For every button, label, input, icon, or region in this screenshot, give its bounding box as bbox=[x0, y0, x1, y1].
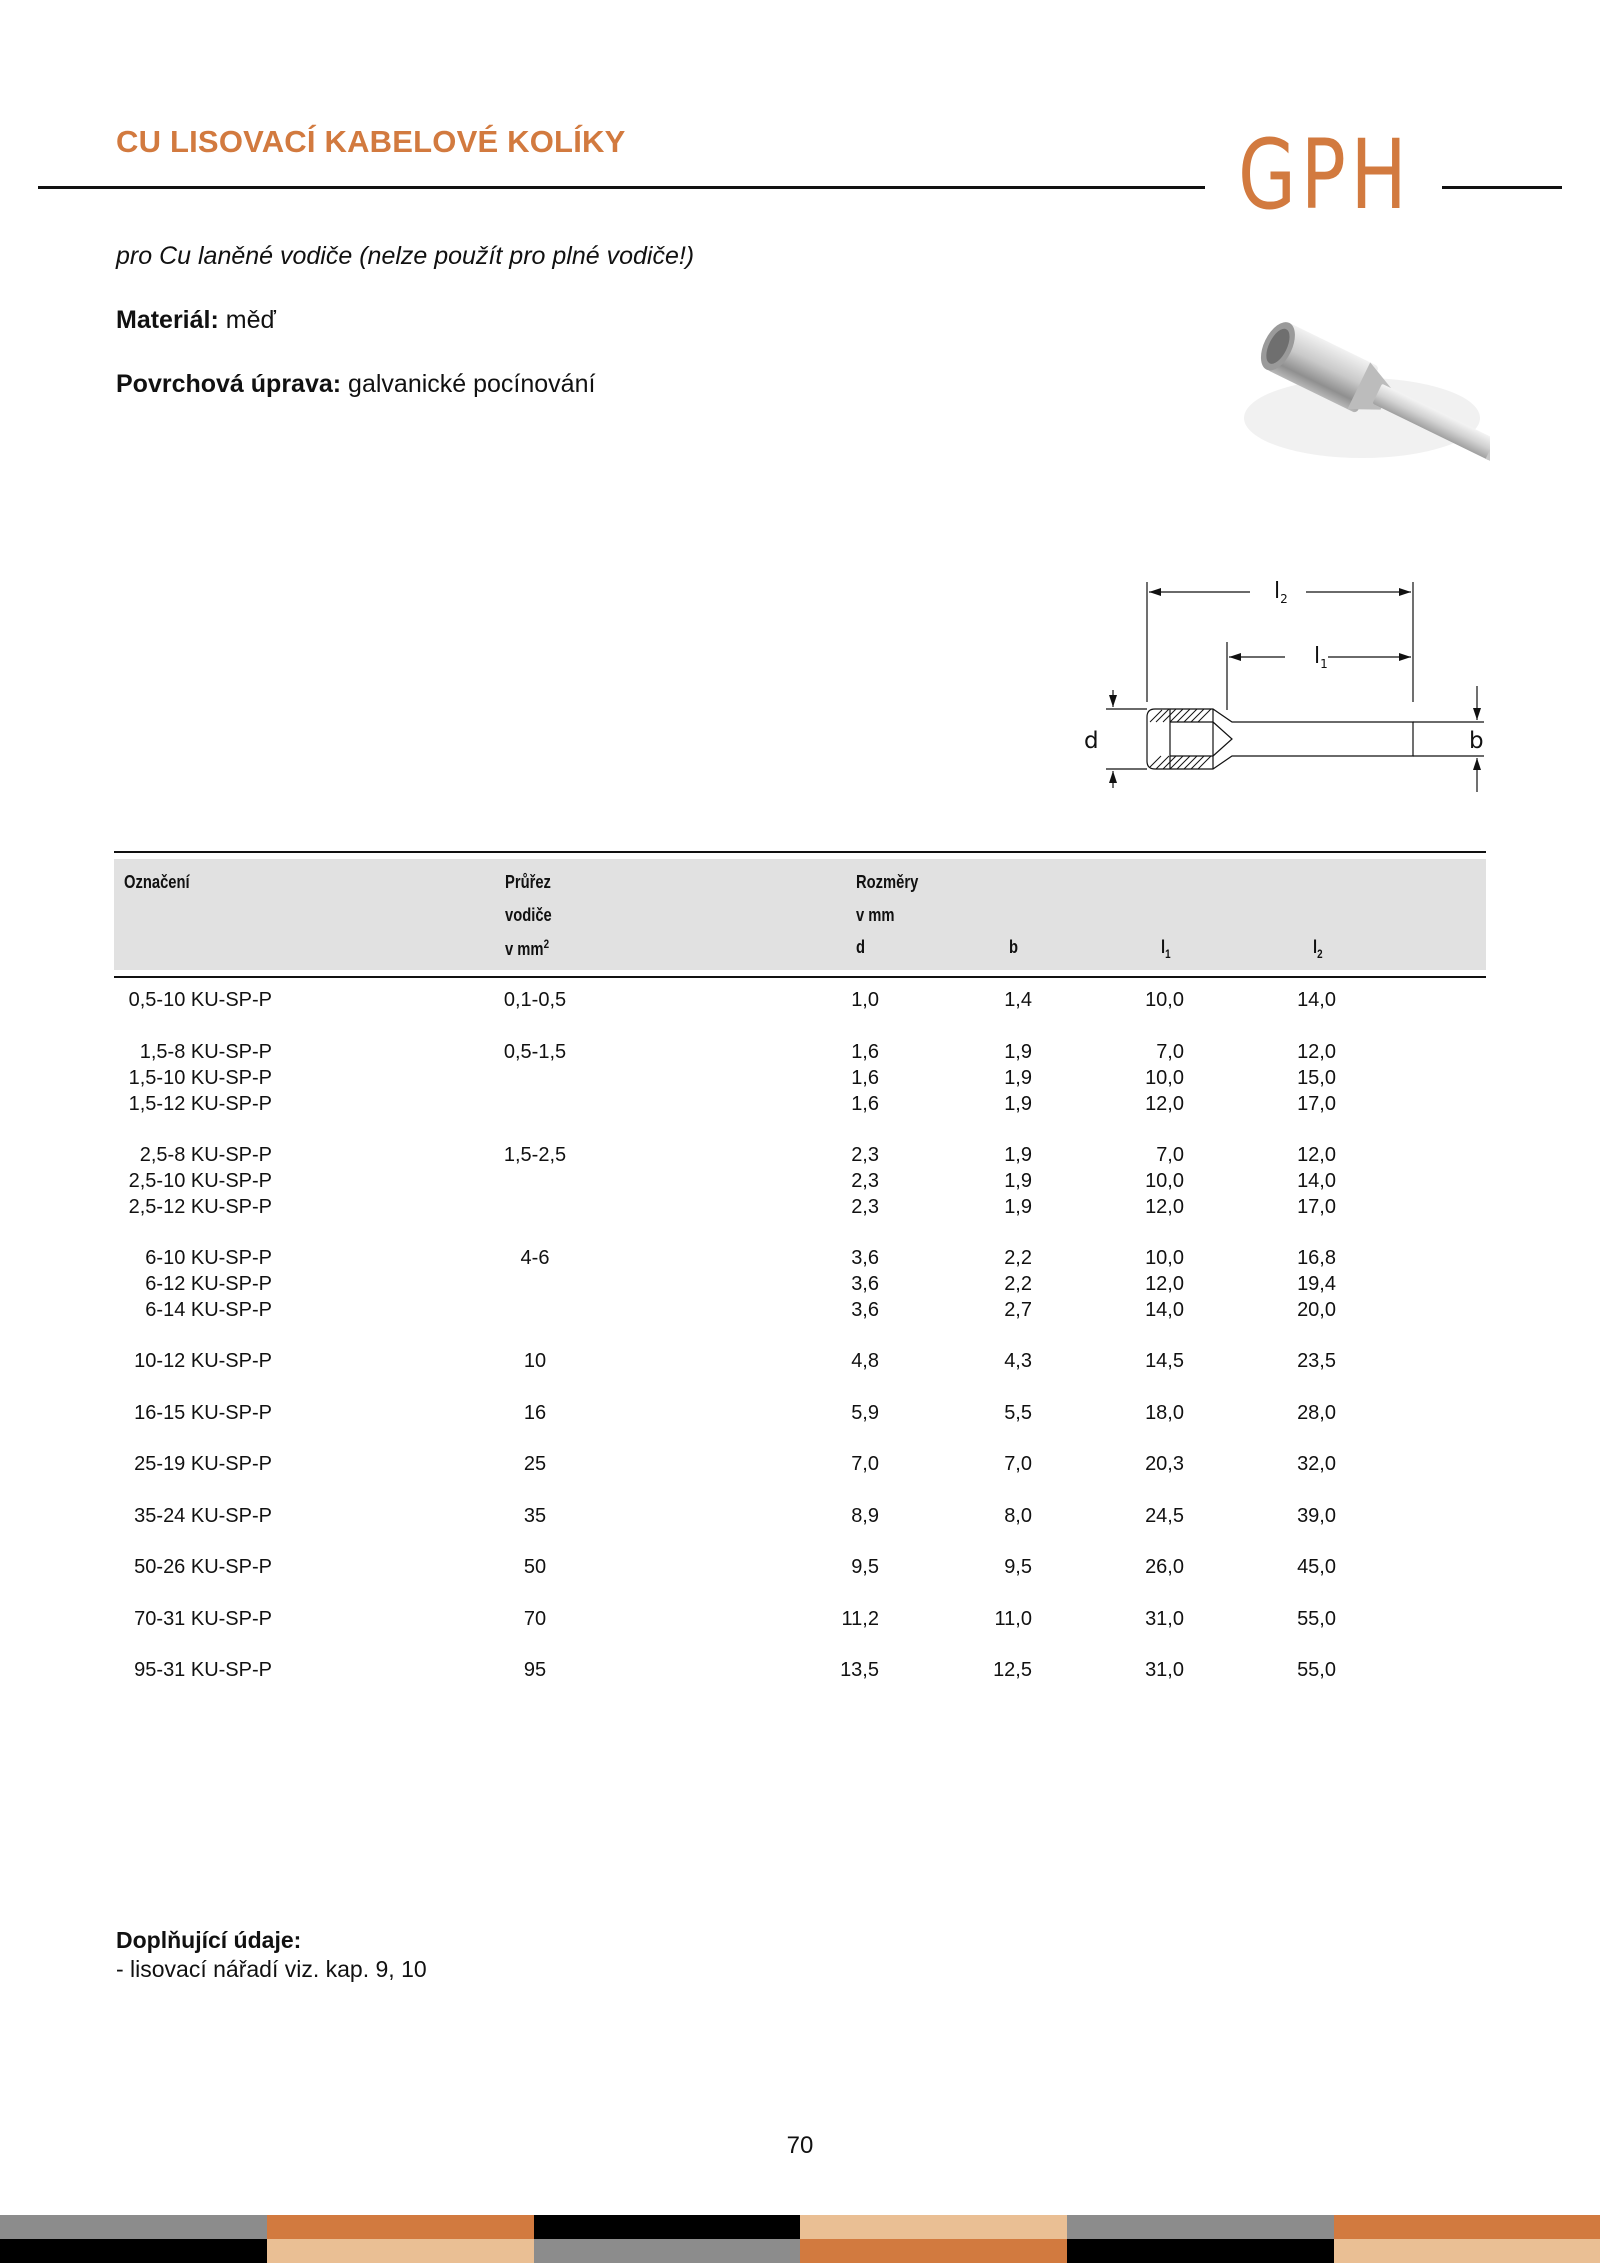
cell-designation: 35-24 KU-SP-P bbox=[134, 1505, 272, 1527]
cell-designation: 2,5-12 KU-SP-P bbox=[128, 1196, 272, 1218]
cell-b: 1,9 bbox=[1004, 1067, 1032, 1089]
stripe-bottom-6 bbox=[1334, 2239, 1600, 2263]
cell-l1: 20,3 bbox=[1145, 1453, 1184, 1475]
cell-designation: 2,5-8 KU-SP-P bbox=[139, 1144, 272, 1166]
stripe-top-5 bbox=[1067, 2215, 1334, 2239]
material-line bbox=[116, 306, 276, 335]
label-b: b bbox=[1469, 728, 1484, 754]
cell-designation: 0,5-10 KU-SP-P bbox=[128, 989, 272, 1011]
table-row: 70-31 KU-SP-P 70 11,2 11,0 31,0 55,0 bbox=[134, 1608, 1336, 1630]
cell-designation: 1,5-12 KU-SP-P bbox=[128, 1093, 272, 1115]
stripe-top-2 bbox=[267, 2215, 534, 2239]
surface-value: galvanické pocínování bbox=[348, 370, 596, 398]
stripe-top-1 bbox=[0, 2215, 267, 2239]
cell-b: 1,9 bbox=[1004, 1093, 1032, 1115]
table-row: 25-19 KU-SP-P 25 7,0 7,0 20,3 32,0 bbox=[134, 1453, 1336, 1475]
notes-line: - lisovací nářadí viz. kap. 9, 10 bbox=[116, 1956, 427, 1982]
cell-b: 7,0 bbox=[1004, 1453, 1032, 1475]
header-designation: Označení bbox=[124, 872, 190, 892]
cell-l1: 12,0 bbox=[1145, 1273, 1184, 1295]
table-row bbox=[0, 1093, 1600, 1119]
cell-d: 1,6 bbox=[851, 1041, 879, 1063]
cell-designation: 1,5-10 KU-SP-P bbox=[128, 1067, 272, 1089]
header-b: b bbox=[1009, 937, 1019, 957]
cell-l2: 55,0 bbox=[1297, 1659, 1336, 1681]
cell-l2: 17,0 bbox=[1297, 1093, 1336, 1115]
cell-l1: 7,0 bbox=[1156, 1144, 1184, 1166]
cell-l2: 14,0 bbox=[1297, 989, 1336, 1011]
cell-b: 1,9 bbox=[1004, 1041, 1032, 1063]
header-cross-section-3: v $mm^2$ bbox=[505, 937, 550, 959]
cell-l1: 12,0 bbox=[1145, 1196, 1184, 1218]
table-row: 95-31 KU-SP-P 95 13,5 12,5 31,0 55,0 bbox=[134, 1659, 1336, 1681]
cell-l2: 20,0 bbox=[1297, 1299, 1336, 1321]
table-header-rule bbox=[114, 976, 1486, 978]
cell-designation: 2,5-10 KU-SP-P bbox=[128, 1170, 272, 1192]
cell-l2: 55,0 bbox=[1297, 1608, 1336, 1630]
cell-l1: 26,0 bbox=[1145, 1556, 1184, 1578]
cell-d: 8,9 bbox=[851, 1505, 879, 1527]
cell-l1: 10,0 bbox=[1145, 989, 1184, 1011]
cell-designation: 25-19 KU-SP-P bbox=[134, 1453, 272, 1475]
cell-d: 2,3 bbox=[851, 1170, 879, 1192]
cell-b: 1,9 bbox=[1004, 1144, 1032, 1166]
cell-l2: 45,0 bbox=[1297, 1556, 1336, 1578]
cell-d: 5,9 bbox=[851, 1402, 879, 1424]
table-row: 6-10 KU-SP-P 4-6 3,6 2,2 10,0 16,8 bbox=[145, 1247, 1336, 1269]
cell-d: 3,6 bbox=[851, 1299, 879, 1321]
label-d: d bbox=[1084, 728, 1099, 754]
cell-l1: 24,5 bbox=[1145, 1505, 1184, 1527]
cell-l2: 16,8 bbox=[1297, 1247, 1336, 1269]
label-l2: $l_2$ bbox=[1274, 579, 1288, 606]
cell-l1: 31,0 bbox=[1145, 1608, 1184, 1630]
cell-b: 2,2 bbox=[1004, 1273, 1032, 1295]
stripe-bottom-1 bbox=[0, 2239, 267, 2263]
product-photo bbox=[1232, 300, 1490, 490]
table-row bbox=[0, 1067, 1600, 1093]
header-cross-section-1: Průřez bbox=[505, 872, 551, 892]
dimension-drawing bbox=[1070, 570, 1490, 800]
table-row: 16-15 KU-SP-P 16 5,9 5,5 18,0 28,0 bbox=[134, 1402, 1336, 1424]
cell-d: 13,5 bbox=[840, 1659, 879, 1681]
gph-logo: GPH bbox=[1238, 119, 1412, 231]
cell-b: 8,0 bbox=[1004, 1505, 1032, 1527]
cell-l2: 28,0 bbox=[1297, 1402, 1336, 1424]
cell-l1: 7,0 bbox=[1156, 1041, 1184, 1063]
cell-d: 9,5 bbox=[851, 1556, 879, 1578]
cell-l2: 32,0 bbox=[1297, 1453, 1336, 1475]
cell-d: 2,3 bbox=[851, 1144, 879, 1166]
header-rule-right bbox=[1442, 186, 1562, 189]
table-row: 2,5-8 KU-SP-P 1,5-2,5 2,3 1,9 7,0 12,0 bbox=[139, 1144, 1336, 1166]
page-title: CU LISOVACÍ KABELOVÉ KOLÍKY bbox=[116, 124, 626, 159]
header-d: d bbox=[856, 937, 866, 957]
cell-d: 1,6 bbox=[851, 1093, 879, 1115]
stripe-bottom-2 bbox=[267, 2239, 534, 2263]
cell-l2: 12,0 bbox=[1297, 1041, 1336, 1063]
material-value: měď bbox=[225, 306, 276, 334]
product-subtitle: pro Cu laněné vodiče (nelze použít pro plné vodiče!) bbox=[116, 242, 695, 270]
cell-l1: 14,5 bbox=[1145, 1350, 1184, 1372]
cell-l2: 14,0 bbox=[1297, 1170, 1336, 1192]
cell-l1: 14,0 bbox=[1145, 1299, 1184, 1321]
cell-designation: 10-12 KU-SP-P bbox=[134, 1350, 272, 1372]
cell-designation: 95-31 KU-SP-P bbox=[134, 1659, 272, 1681]
header-dimensions-1: Rozměry bbox=[856, 872, 919, 892]
cell-designation: 1,5-8 KU-SP-P bbox=[139, 1041, 272, 1063]
header-rule-left bbox=[38, 186, 1205, 189]
cell-designation: 6-10 KU-SP-P bbox=[145, 1247, 272, 1269]
table-row: 10-12 KU-SP-P 10 4,8 4,3 14,5 23,5 bbox=[134, 1350, 1336, 1372]
cell-l2: 19,4 bbox=[1297, 1273, 1336, 1295]
cell-designation: 50-26 KU-SP-P bbox=[134, 1556, 272, 1578]
cell-l1: 10,0 bbox=[1145, 1067, 1184, 1089]
cell-l1: 18,0 bbox=[1145, 1402, 1184, 1424]
table-row bbox=[0, 1273, 1600, 1299]
material-label: Materiál: bbox=[116, 306, 219, 334]
notes-title: Doplňující údaje: bbox=[116, 1927, 302, 1953]
cell-b: 4,3 bbox=[1004, 1350, 1032, 1372]
cell-l2: 12,0 bbox=[1297, 1144, 1336, 1166]
header-dimensions-2: v mm bbox=[856, 905, 895, 925]
cell-designation: 70-31 KU-SP-P bbox=[134, 1608, 272, 1630]
cell-d: 11,2 bbox=[841, 1608, 879, 1630]
stripe-bottom-3 bbox=[534, 2239, 800, 2263]
table-top-rule bbox=[114, 851, 1486, 853]
cell-l2: 23,5 bbox=[1297, 1350, 1336, 1372]
cell-designation: 6-12 KU-SP-P bbox=[145, 1273, 272, 1295]
cell-b: 2,7 bbox=[1004, 1299, 1032, 1321]
stripe-bottom-5 bbox=[1067, 2239, 1334, 2263]
cell-b: 12,5 bbox=[993, 1659, 1032, 1681]
stripe-top-4 bbox=[800, 2215, 1067, 2239]
cell-d: 2,3 bbox=[851, 1196, 879, 1218]
label-l1: $l_1$ bbox=[1314, 644, 1328, 671]
table-row: 0,5-10 KU-SP-P 0,1-0,5 1,0 1,4 10,0 14,0 bbox=[128, 989, 1336, 1011]
table-row: 1,5-8 KU-SP-P 0,5-1,5 1,6 1,9 7,0 12,0 bbox=[139, 1041, 1336, 1063]
table-header bbox=[114, 859, 1486, 970]
stripe-top-3 bbox=[534, 2215, 800, 2239]
cell-b: 1,9 bbox=[1004, 1196, 1032, 1218]
cell-b: 1,9 bbox=[1004, 1170, 1032, 1192]
cell-l1: 12,0 bbox=[1145, 1093, 1184, 1115]
cell-l2: 39,0 bbox=[1297, 1505, 1336, 1527]
table-row: 35-24 KU-SP-P 35 8,9 8,0 24,5 39,0 bbox=[134, 1505, 1336, 1527]
cell-b: 1,4 bbox=[1004, 989, 1032, 1011]
cell-l1: 10,0 bbox=[1145, 1170, 1184, 1192]
cell-b: 9,5 bbox=[1004, 1556, 1032, 1578]
cell-l1: 10,0 bbox=[1145, 1247, 1184, 1269]
cell-designation: 6-14 KU-SP-P bbox=[145, 1299, 272, 1321]
stripe-top-6 bbox=[1334, 2215, 1600, 2239]
cell-b: 5,5 bbox=[1004, 1402, 1032, 1424]
cell-d: 4,8 bbox=[851, 1350, 879, 1372]
table-row bbox=[0, 1170, 1600, 1196]
table-row bbox=[0, 1196, 1600, 1222]
cell-d: 3,6 bbox=[851, 1247, 879, 1269]
table-row: 50-26 KU-SP-P 50 9,5 9,5 26,0 45,0 bbox=[134, 1556, 1336, 1578]
cell-l2: 17,0 bbox=[1297, 1196, 1336, 1218]
cell-designation: 16-15 KU-SP-P bbox=[134, 1402, 272, 1424]
cell-l1: 31,0 bbox=[1145, 1659, 1184, 1681]
header-cross-section-2: vodiče bbox=[505, 905, 552, 925]
header-l1: $l_1$ bbox=[1161, 937, 1171, 961]
surface-label: Povrchová úprava: bbox=[116, 370, 342, 398]
cell-d: 1,6 bbox=[851, 1067, 879, 1089]
cell-d: 1,0 bbox=[851, 989, 879, 1011]
cell-d: 3,6 bbox=[851, 1273, 879, 1295]
page-number: 70 bbox=[786, 2132, 814, 2159]
cell-d: 7,0 bbox=[851, 1453, 879, 1475]
cell-b: 2,2 bbox=[1004, 1247, 1032, 1269]
stripe-bottom-4 bbox=[800, 2239, 1067, 2263]
table-row bbox=[0, 1299, 1600, 1325]
header-l2: $l_2$ bbox=[1313, 937, 1323, 961]
cell-l2: 15,0 bbox=[1297, 1067, 1336, 1089]
surface-line bbox=[116, 370, 595, 399]
cell-b: 11,0 bbox=[994, 1608, 1032, 1630]
